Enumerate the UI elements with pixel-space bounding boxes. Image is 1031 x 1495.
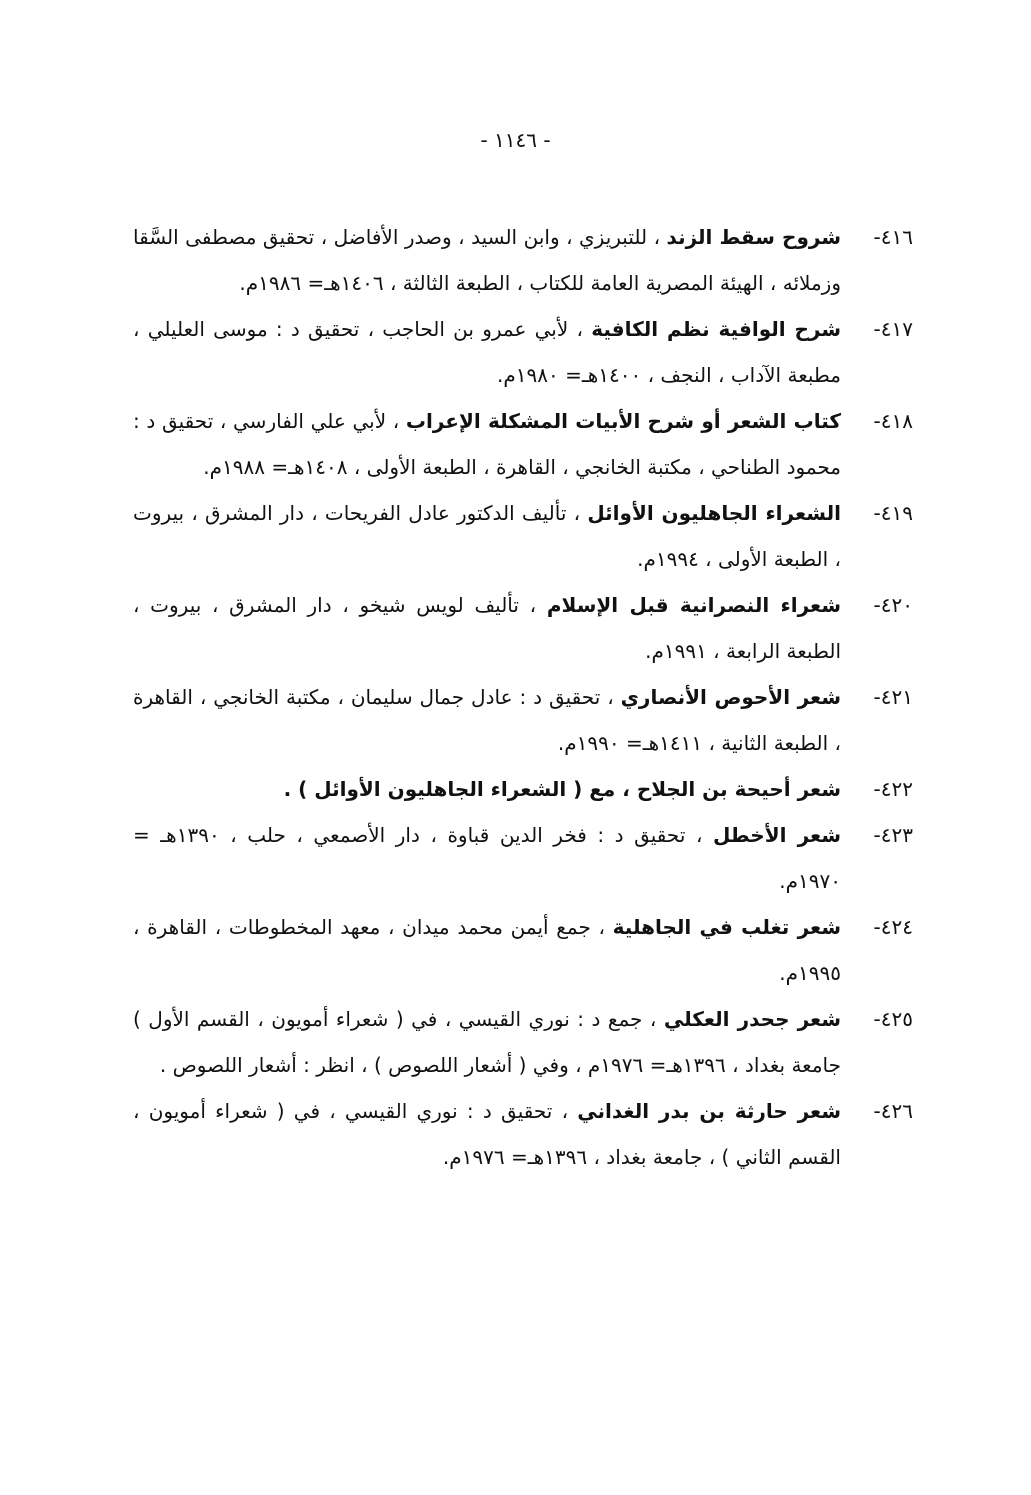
entry-number: ٤٢٢- — [873, 777, 913, 801]
entry-details: ، تحقيق د : نوري القيسي ، في ( شعراء أمويون ، القسم الثاني ) ، جامعة بغداد ، ١٣٩٦هـ= ١٩٧٦م. — [133, 1099, 841, 1169]
entry-details: ، لأبي علي الفارسي ، تحقيق د : محمود الطناحي ، مكتبة الخانجي ، القاهرة ، الطبعة الأولى ، ١٤٠٨هـ= ١٩٨٨م. — [133, 409, 841, 479]
entry-details: ، لأبي عمرو بن الحاجب ، تحقيق د : موسى العليلي ، مطبعة الآداب ، النجف ، ١٤٠٠هـ= ١٩٨٠م. — [133, 317, 841, 387]
entry-details: ، تحقيق د : فخر الدين قباوة ، دار الأصمعي ، حلب ، ١٣٩٠هـ = ١٩٧٠م. — [133, 823, 841, 893]
bibliography-entry — [133, 1088, 913, 1180]
bibliography-entry — [133, 674, 913, 766]
bibliography-entry — [133, 904, 913, 996]
entry-title: شعر أحيحة بن الجلاح ، مع ( الشعراء الجاهليون الأوائل ) . — [283, 777, 841, 801]
entry-details: ، تأليف لويس شيخو ، دار المشرق ، بيروت ، الطبعة الرابعة ، ١٩٩١م. — [133, 593, 841, 663]
entry-number: ٤٢٠- — [873, 593, 913, 617]
bibliography-list — [133, 214, 913, 1180]
entry-title: كتاب الشعر أو شرح الأبيات المشكلة الإعراب — [405, 409, 841, 433]
bibliography-entry — [133, 582, 913, 674]
bibliography-entry — [133, 766, 913, 812]
bibliography-entry — [133, 214, 913, 306]
entry-details: ، تأليف الدكتور عادل الفريحات ، دار المشرق ، بيروت ، الطبعة الأولى ، ١٩٩٤م. — [133, 501, 841, 571]
entry-number: ٤٢١- — [873, 685, 913, 709]
bibliography-entry — [133, 996, 913, 1088]
bibliography-entry — [133, 812, 913, 904]
page-number: - ١١٤٦ - — [480, 128, 551, 152]
entry-details: ، جمع أيمن محمد ميدان ، معهد المخطوطات ، القاهرة ، ١٩٩٥م. — [133, 915, 841, 985]
entry-number: ٤١٦- — [873, 225, 913, 249]
entry-title: شرح الوافية نظم الكافية — [591, 317, 841, 341]
bibliography-entry — [133, 398, 913, 490]
entry-title: الشعراء الجاهليون الأوائل — [587, 501, 841, 525]
entry-details: ، تحقيق د : عادل جمال سليمان ، مكتبة الخانجي ، القاهرة ، الطبعة الثانية ، ١٤١١هـ= ١٩٩٠م. — [133, 685, 841, 755]
entry-number: ٤١٧- — [873, 317, 913, 341]
entry-number: ٤١٨- — [873, 409, 913, 433]
entry-title: شعر الأخطل — [712, 823, 841, 847]
entry-details: ، للتبريزي ، وابن السيد ، وصدر الأفاضل ، تحقيق مصطفى السَّقا وزملائه ، الهيئة المصرية العامة للكتاب ، الطبعة الثالثة ، ١٤٠٦هـ= ١٩٨٦م. — [133, 225, 841, 295]
entry-title: شعر حارثة بن بدر الغداني — [577, 1099, 842, 1123]
bibliography-entry — [133, 306, 913, 398]
entry-number: ٤٢٦- — [873, 1099, 913, 1123]
entry-title: شروح سقط الزند — [666, 225, 841, 249]
entry-title: شعر تغلب في الجاهلية — [612, 915, 841, 939]
entry-details: ، جمع د : نوري القيسي ، في ( شعراء أمويون ، القسم الأول ) جامعة بغداد ، ١٣٩٦هـ= ١٩٧٦م ، وفي ( أشعار اللصوص ) ، انظر : أشعار اللصوص . — [133, 1007, 841, 1077]
entry-number: ٤١٩- — [873, 501, 913, 525]
entry-number: ٤٢٥- — [873, 1007, 913, 1031]
bibliography-entry — [133, 490, 913, 582]
entry-number: ٤٢٤- — [873, 915, 913, 939]
entry-title: شعر الأحوص الأنصاري — [620, 685, 841, 709]
entry-title: شعر جحدر العكلي — [663, 1007, 841, 1031]
entry-number: ٤٢٣- — [873, 823, 913, 847]
entry-title: شعراء النصرانية قبل الإسلام — [546, 593, 842, 617]
